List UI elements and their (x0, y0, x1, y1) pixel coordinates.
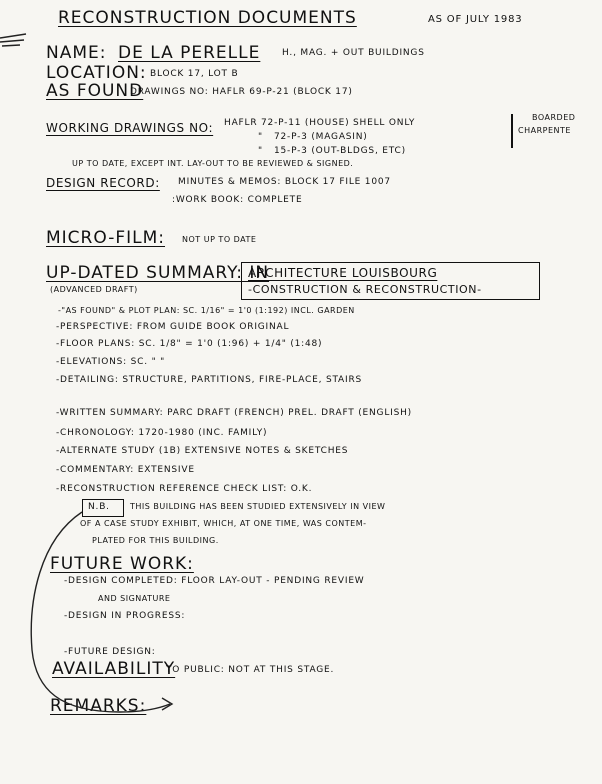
nb-line-1: THIS BUILDING HAS BEEN STUDIED EXTENSIVELY IN VIEW (130, 502, 386, 511)
working-drawings-line-3: 15-P-3 (OUT-BLDGS, ETC) (274, 146, 406, 156)
ditto-mark-1: " (258, 132, 263, 142)
working-drawings-note: UP TO DATE, EXCEPT INT. LAY-OUT TO BE REVIEWED & SIGNED. (72, 159, 354, 168)
future-work-line-1: -DESIGN COMPLETED: FLOOR LAY-OUT - PENDING REVIEW (64, 576, 365, 586)
as-of-date: AS OF JULY 1983 (428, 14, 523, 25)
nb-label: N.B. (88, 502, 110, 512)
location-value: BLOCK 17, LOT B (150, 69, 239, 79)
side-note-charpente: CHARPENTE (518, 126, 571, 135)
design-record-label: DESIGN RECORD: (46, 176, 160, 190)
nb-line-3: PLATED FOR THIS BUILDING. (92, 536, 219, 545)
publication-title: ARCHITECTURE LOUISBOURG (248, 266, 438, 280)
summary-item: -DETAILING: STRUCTURE, PARTITIONS, FIRE-PLACE, STAIRS (56, 375, 363, 385)
as-found-text: DRAWINGS NO: HAFLR 69-P-21 (BLOCK 17) (130, 87, 353, 97)
location-label: LOCATION: (46, 63, 147, 83)
document-title: RECONSTRUCTION DOCUMENTS (58, 8, 357, 28)
future-work-line-3: -FUTURE DESIGN: (64, 647, 156, 657)
working-drawings-label: WORKING DRAWINGS NO: (46, 121, 214, 135)
summary-item: -CHRONOLOGY: 1720-1980 (INC. FAMILY) (56, 428, 268, 438)
ditto-mark-2: " (258, 146, 263, 156)
working-drawings-line-1: HAFLR 72-P-11 (HOUSE) SHELL ONLY (224, 118, 416, 128)
updated-summary-label: UP-DATED SUMMARY: IN (46, 263, 270, 283)
remarks-label: REMARKS: (50, 696, 147, 716)
future-work-line-1b: AND SIGNATURE (98, 594, 171, 603)
publication-subtitle: -CONSTRUCTION & RECONSTRUCTION- (248, 283, 482, 296)
summary-item: -WRITTEN SUMMARY: PARC DRAFT (FRENCH) PREL. DRAFT (ENGLISH) (56, 408, 412, 418)
updated-summary-sub: (ADVANCED DRAFT) (50, 285, 138, 294)
summary-item: -PERSPECTIVE: FROM GUIDE BOOK ORIGINAL (56, 322, 290, 332)
microfilm-label: MICRO-FILM: (46, 228, 166, 248)
summary-item: -ELEVATIONS: SC. " " (56, 357, 166, 367)
design-record-line-1: MINUTES & MEMOS: BLOCK 17 FILE 1007 (178, 177, 391, 187)
nb-line-2: OF A CASE STUDY EXHIBIT, WHICH, AT ONE TIME, WAS CONTEM- (80, 519, 367, 528)
microfilm-value: NOT UP TO DATE (182, 235, 257, 244)
summary-item: -FLOOR PLANS: SC. 1/8" = 1'0 (1:96) + 1/4" (1:48) (56, 339, 323, 349)
name-suffix: H., MAG. + OUT BUILDINGS (282, 48, 425, 58)
availability-text: TO PUBLIC: NOT AT THIS STAGE. (166, 665, 335, 675)
availability-label: AVAILABILITY (52, 659, 176, 679)
name-value: DE LA PERELLE (118, 43, 261, 63)
working-drawings-line-2: 72-P-3 (MAGASIN) (274, 132, 368, 142)
summary-item: -"AS FOUND" & PLOT PLAN: SC. 1/16" = 1'0 (1:192) INCL. GARDEN (58, 306, 355, 315)
summary-item: -RECONSTRUCTION REFERENCE CHECK LIST: O.K. (56, 484, 313, 494)
design-record-line-2: :WORK BOOK: COMPLETE (172, 195, 303, 205)
summary-item: -COMMENTARY: EXTENSIVE (56, 465, 195, 475)
future-work-line-2: -DESIGN IN PROGRESS: (64, 611, 186, 621)
summary-item: -ALTERNATE STUDY (1B) EXTENSIVE NOTES & SKETCHES (56, 446, 349, 456)
as-found-label: AS FOUND (46, 81, 144, 101)
side-note-boarded: BOARDED (532, 113, 576, 122)
name-label: NAME: (46, 43, 107, 63)
future-work-label: FUTURE WORK: (50, 554, 194, 574)
